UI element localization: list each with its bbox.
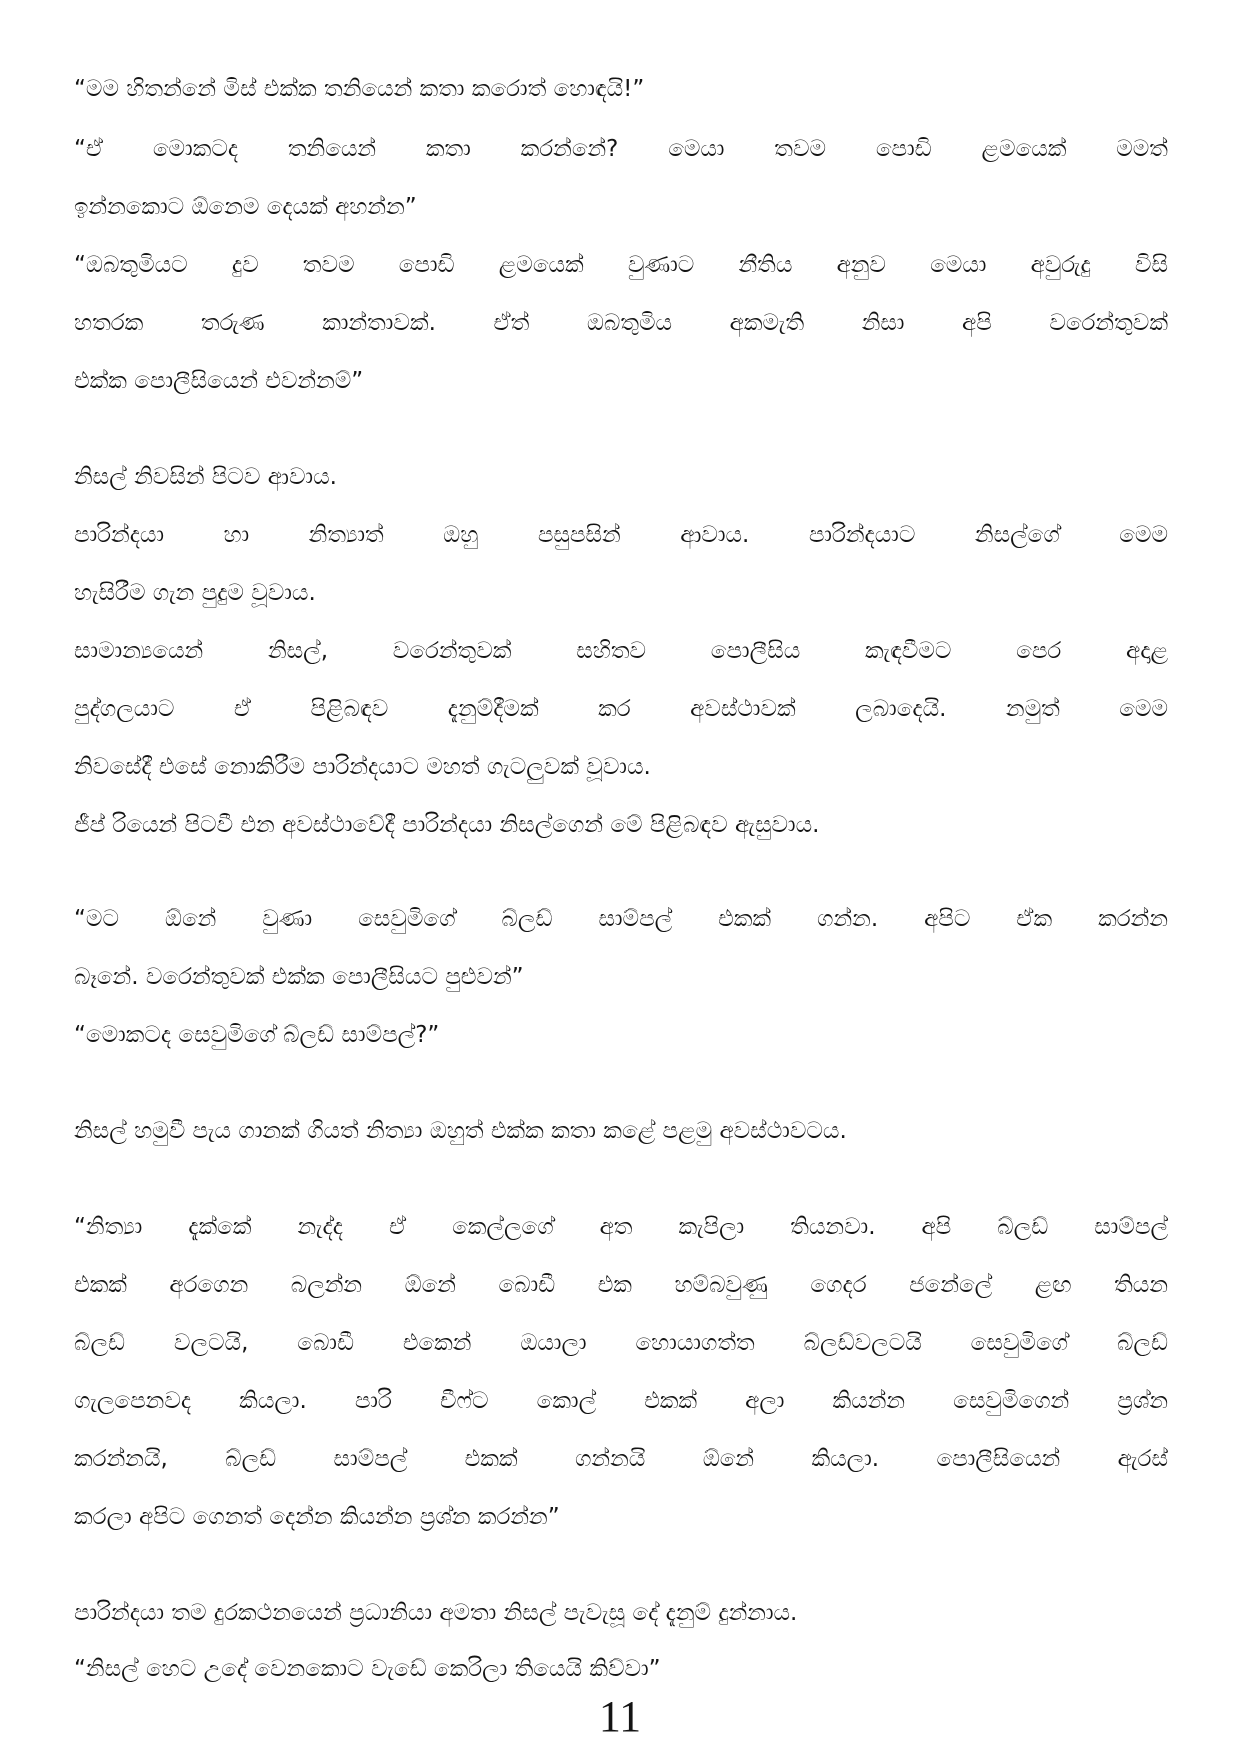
- text-line: පාරින්දයා තම දුරකථනයෙන් ප්‍රධානියා අමතා නිසල් පැවැසූ දේ දැනුම් දුන්නාය.: [74, 1600, 798, 1626]
- text-line: ජීප් රියෙන් පිටවී එන අවස්ථාවේදී පාරින්දයා නිසල්ගෙන් මේ පිළිබඳව ඇසුවාය.: [74, 812, 820, 838]
- text-line: “ඔබතුමියට දුව තවම පොඩි ළමයෙක් වුණාට නීතිය අනුව මෙයා අවුරුදු විසි: [74, 252, 1168, 278]
- text-line: හතරක තරුණ කාන්තාවක්. ඒත් ඔබතුමිය අකමැති නිසා අපි වරෙන්තුවක්: [74, 310, 1168, 336]
- text-line: “මම හිතන්නේ මිස් එක්ක තනියෙන් කතා කරොත් හොඳයි!”: [74, 76, 645, 102]
- text-line: “නිත්‍යා දැක්කේ නැද්ද ඒ කෙල්ලගේ අත කැපිලා තියනවා. අපි බ්ලඩ් සාම්පල්: [74, 1214, 1168, 1240]
- text-line: බෑනේ. වරෙන්තුවක් එක්ක පොලීසියට පුළුවන්”: [74, 964, 524, 990]
- text-line: පුද්ගලයාට ඒ පිළිබඳව දැනුම්දීමක් කර අවස්ථාවක් ලබාදෙයි. නමුත් මෙම: [74, 696, 1168, 722]
- text-line: “ඒ මොකටද තනියෙන් කතා කරන්නේ? මෙයා තවම පොඩි ළමයෙක් මමත්: [74, 136, 1168, 162]
- text-line: ඉන්නකොට ඕනෙම දෙයක් අහන්න”: [74, 194, 417, 220]
- text-line: එකක් අරගෙන බලන්න ඕනේ බොඩී එක හම්බවුණු ගෙදර ජනේලේ ළඟ තියන: [74, 1272, 1168, 1298]
- text-line: කරන්නයි, බ්ලඩ් සාම්පල් එකක් ගන්නයි ඕනේ කියලා. පොලීසියෙන් ඇරස්: [74, 1446, 1168, 1472]
- text-line: නිසල් හමුවී පැය ගානක් ගියත් නිත්‍යා ඔහුත් එක්ක කතා කළේ පළමු අවස්ථාවටය.: [74, 1118, 847, 1144]
- text-line: නිවසේදී එසේ නොකිරීම පාරින්දයාට මහත් ගැටලුවක් වූවාය.: [74, 754, 651, 780]
- text-line: හැසිරීම ගැන පුදුම වූවාය.: [74, 580, 316, 606]
- text-line: එක්ක පොලීසියෙන් එවන්නම්”: [74, 368, 364, 394]
- text-line: කරලා අපිට ගෙනත් දෙන්න කියන්න ප්‍රශ්න කරන්න”: [74, 1504, 560, 1530]
- text-line: ගැලපෙනවද කියලා. පාරි චීෆ්ට කොල් එකක් අලා කියන්න සෙවුමිගෙන් ප්‍රශ්න: [74, 1388, 1168, 1414]
- page-number: 11: [598, 1692, 642, 1741]
- text-line: සාමාන්‍යයෙන් නිසල්, වරෙන්තුවක් සහිතව පොලීසිය කැඳවීමට පෙර අදාළ: [74, 638, 1168, 664]
- text-line: නිසල් නිවසින් පිටව ආවාය.: [74, 464, 337, 490]
- text-line: පාරින්දයා හා නිත්‍යාත් ඔහු පසුපසින් ආවාය. පාරින්දයාට නිසල්ගේ මෙම: [74, 522, 1168, 548]
- text-line: බ්ලඩ් වලටයි, බොඩී එකෙන් ඔයාලා හොයාගත්ත බ්ලඩ්වලටයි සෙවුමිගේ බ්ලඩ්: [74, 1330, 1168, 1356]
- text-line: “මොකටද සෙවුමිගේ බ්ලඩ් සාම්පල්?”: [74, 1022, 440, 1048]
- text-line: “මට ඕනේ වුණා සෙවුමිගේ බ්ලඩ් සාම්පල් එකක් ගන්න. අපිට ඒක කරන්න: [74, 906, 1168, 932]
- text-line: “නිසල් හෙට උදේ වෙනකොට වැඩේ කෙරිලා තියෙයි කිව්වා”: [74, 1656, 661, 1682]
